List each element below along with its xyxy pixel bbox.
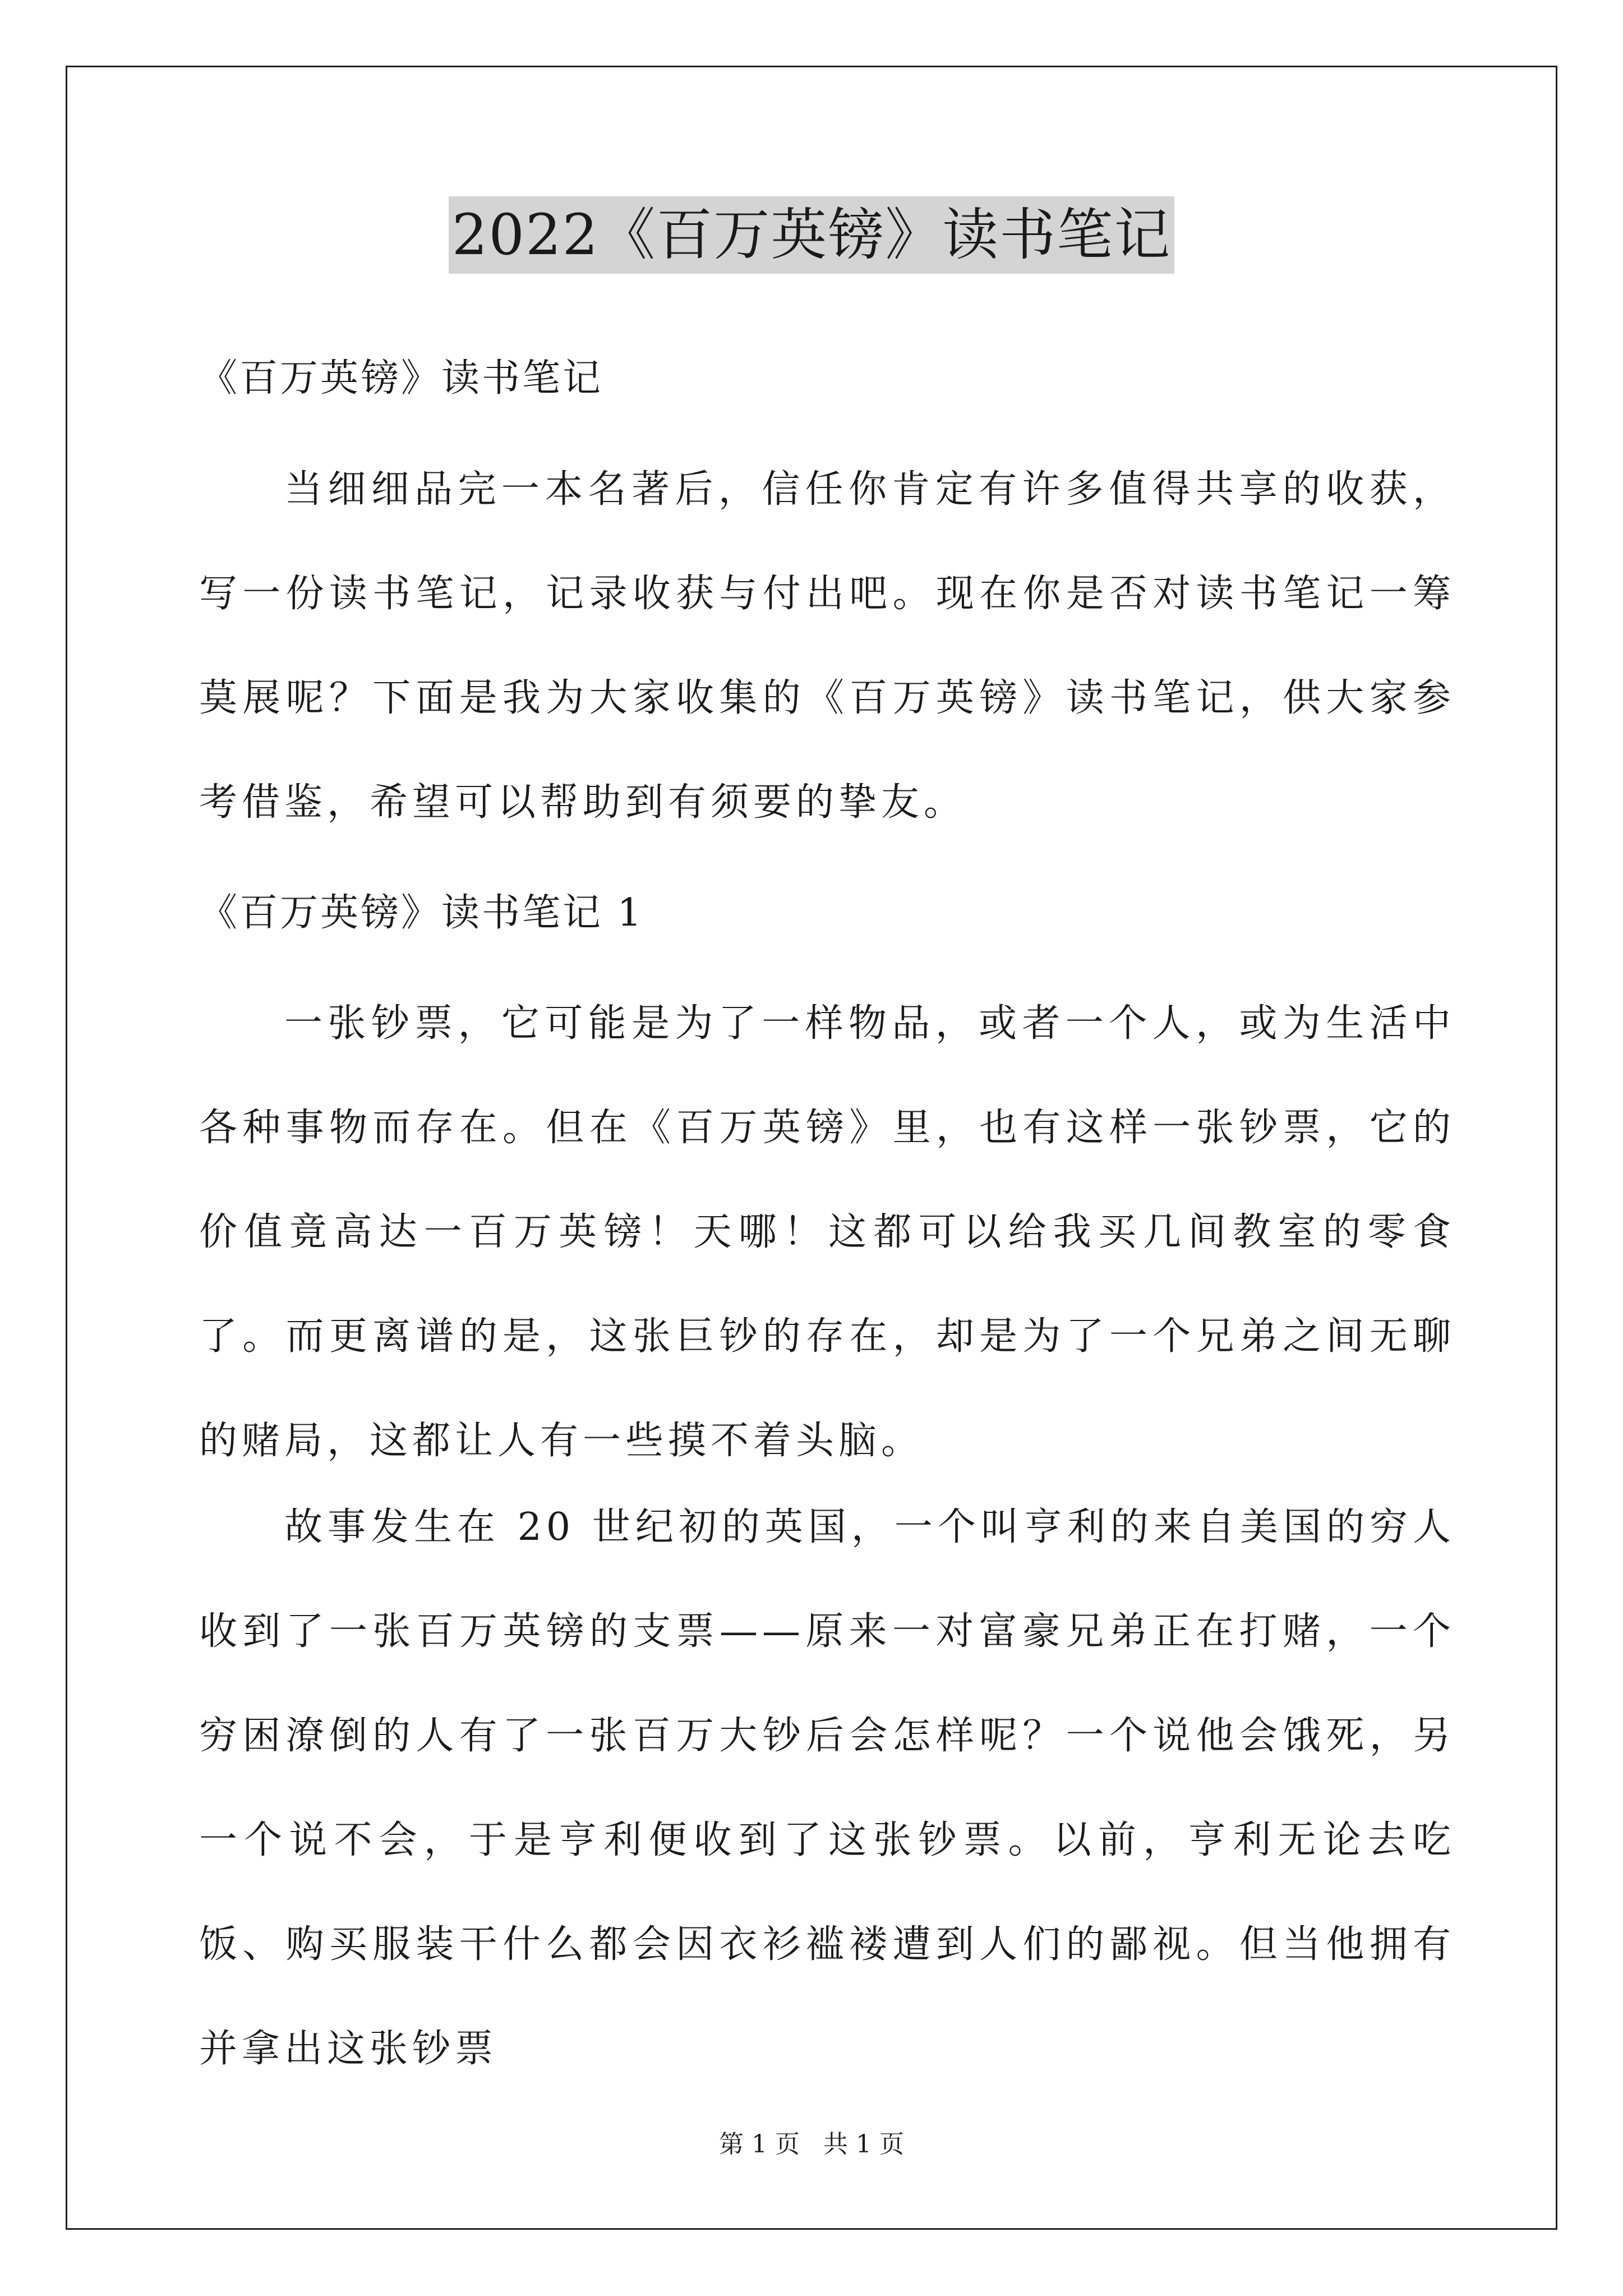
intro-paragraph: 当细细品完一本名著后，信任你肯定有许多值得共享的收获，写一份读书笔记，记录收获与付出吧。现在你是否对读书笔记一筹莫展呢？下面是我为大家收集的《百万英镑》读书笔记，供大家参考借鉴，希望可以帮助到有须要的挚友。: [199, 467, 1455, 825]
body-paragraph-2: 故事发生在 20 世纪初的英国，一个叫亨利的来自美国的穷人收到了一张百万英镑的支票——原来一对富豪兄弟正在打赌，一个穷困潦倒的人有了一张百万大钞后会怎样呢？一个说他会饿死，另一个说不会，于是亨利便收到了这张钞票。以前，亨利无论去吃饭、购买服装干什么都会因衣衫褴褛遭到人们的鄙视。但当他拥有并拿出这张钞票: [199, 1505, 1455, 2071]
section-heading: 《百万英镑》读书笔记 1: [199, 891, 644, 935]
page-footer: 第 1 页 共 1 页: [719, 2130, 904, 2159]
document-subtitle: 《百万英镑》读书笔记: [199, 356, 603, 401]
title-wrapper: [0, 196, 1623, 274]
document-title: 2022《百万英镑》读书笔记: [449, 196, 1175, 274]
body-paragraph-1: 一张钞票，它可能是为了一样物品，或者一个人，或为生活中各种事物而存在。但在《百万英镑》里，也有这样一张钞票，它的价值竟高达一百万英镑！天哪！这都可以给我买几间教室的零食了。而更离谱的是，这张巨钞的存在，却是为了一个兄弟之间无聊的赌局，这都让人有一些摸不着头脑。: [199, 1001, 1455, 1463]
